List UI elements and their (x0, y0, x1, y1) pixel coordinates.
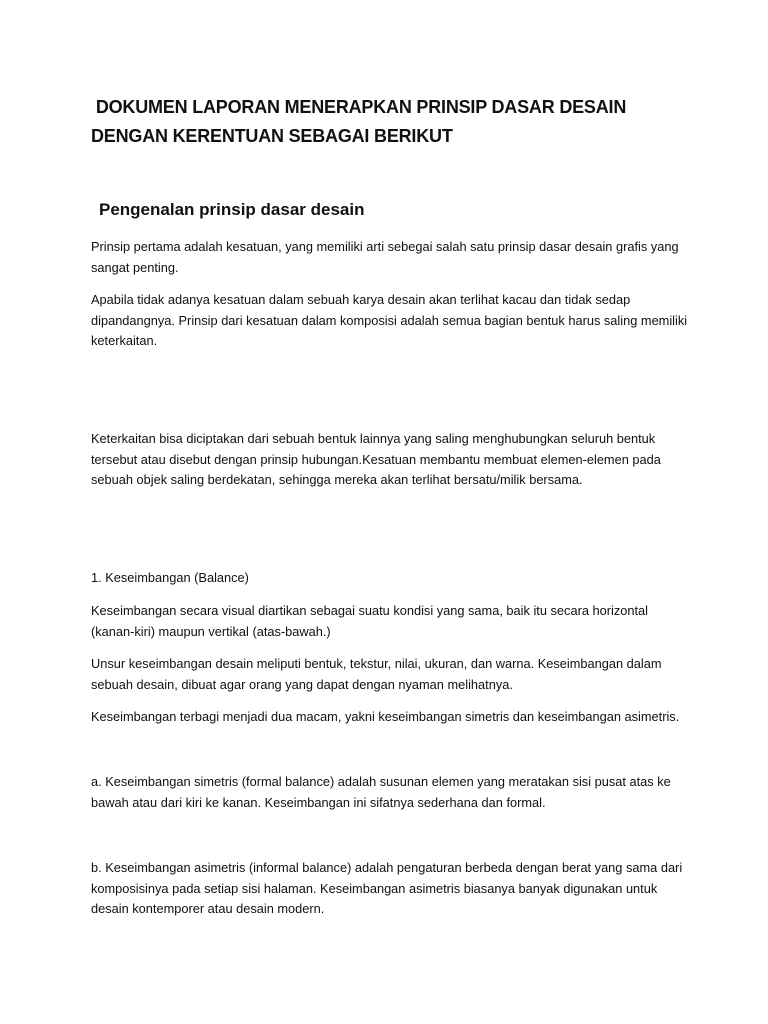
paragraph-keseimbangan-simetris: a. Keseimbangan simetris (formal balance) adalah susunan elemen yang meratakan sisi pusat atas ke bawah atau dari kiri ke kanan. Keseimbangan ini sifatnya sederhana dan formal. (91, 774, 671, 810)
document-title: DOKUMEN LAPORAN MENERAPKAN PRINSIP DASAR DESAIN DENGAN KERENTUAN SEBAGAI BERIKUT (91, 97, 631, 146)
paragraph-keterkaitan: Keterkaitan bisa diciptakan dari sebuah bentuk lainnya yang saling menghubungkan seluruh bentuk tersebut atau disebut dengan prinsip hubungan.Kesatuan membantu membuat elemen-elemen pada sebuah objek saling berdekatan, sehingga mereka akan terlihat bersatu/milik bersama. (91, 431, 661, 487)
paragraph-keseimbangan-asimetris: b. Keseimbangan asimetris (informal balance) adalah pengaturan berbeda dengan berat yang sama dari komposisinya pada setiap sisi halaman. Keseimbangan asimetris biasanya banyak digunakan untuk desain kontemporer atau desain modern. (91, 860, 683, 916)
section-heading: Pengenalan prinsip dasar desain (99, 200, 365, 219)
paragraph-keseimbangan-types: Keseimbangan terbagi menjadi dua macam, yakni keseimbangan simetris dan keseimbangan asimetris. (91, 709, 680, 724)
list-heading-keseimbangan: 1. Keseimbangan (Balance) (91, 570, 249, 585)
paragraph-keseimbangan-unsur: Unsur keseimbangan desain meliputi bentuk, tekstur, nilai, ukuran, dan warna. Keseimbangan dalam sebuah desain, dibuat agar orang yang dapat dengan nyaman melihatnya. (91, 656, 662, 692)
paragraph-keseimbangan-definition: Keseimbangan secara visual diartikan sebagai suatu kondisi yang sama, baik itu secara horizontal (kanan-kiri) maupun vertikal (atas-bawah.) (91, 603, 648, 639)
paragraph-kesatuan-detail: Apabila tidak adanya kesatuan dalam sebuah karya desain akan terlihat kacau dan tidak sedap dipandangnya. Prinsip dari kesatuan dalam komposisi adalah semua bagian bentuk harus saling memiliki keterkaitan. (91, 292, 688, 348)
paragraph-kesatuan-intro: Prinsip pertama adalah kesatuan, yang memiliki arti sebegai salah satu prinsip dasar desain grafis yang sangat penting. (91, 239, 679, 275)
